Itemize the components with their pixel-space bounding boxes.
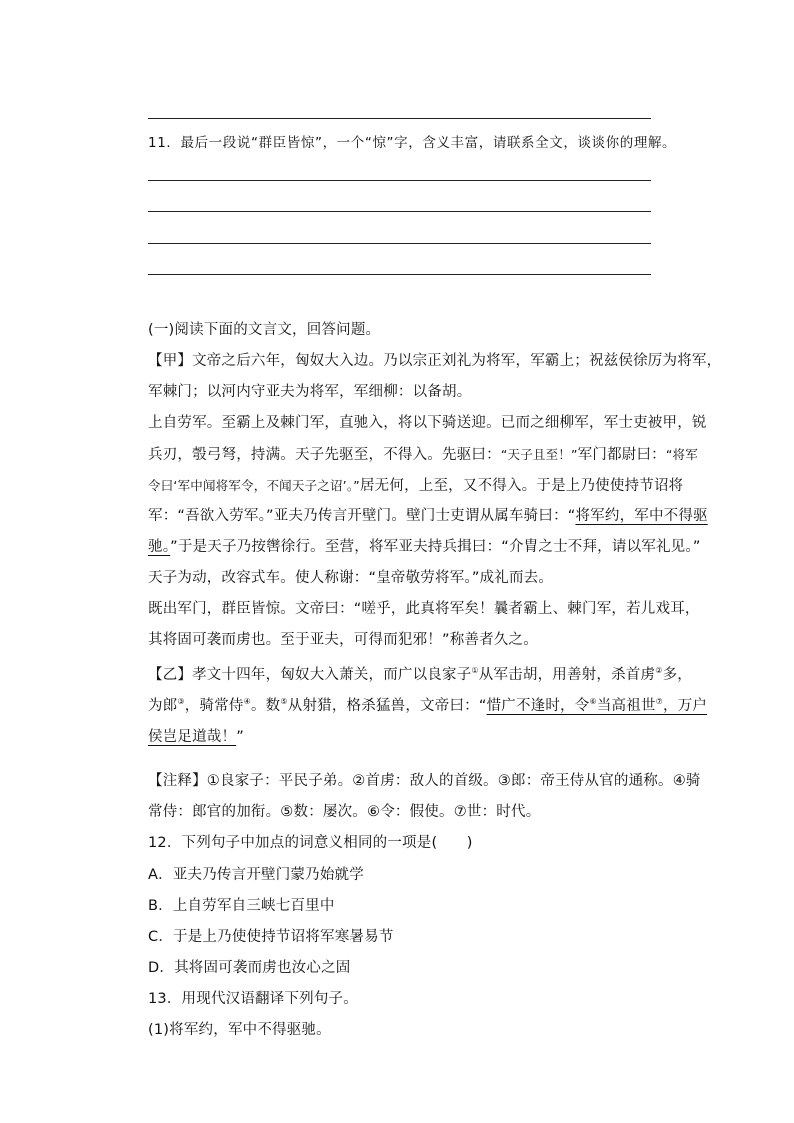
underlined-sentence: 侯岂足道哉！ [148, 729, 237, 745]
text: 惜广不逢时，令 [486, 698, 590, 714]
question-13-item-1: (1)将军约，军中不得驱驰。 [148, 1022, 331, 1038]
passage-yi-line [148, 660, 692, 691]
passage-jia-line: 其将固可袭而虏也。至于亚夫，可得而犯邪！”称善者久之。 [148, 632, 538, 648]
question-11: 11．最后一段说“群臣皆惊”，一个“惊”字，含义丰富，请联系全文，谈谈你的理解。 [148, 135, 677, 151]
text: “将军 [665, 447, 698, 462]
text: 。数 [250, 698, 281, 714]
annotation-line: 常侍：郎官的加衔。⑤数：屡次。⑥令：假使。⑦世：时代。 [148, 804, 541, 820]
passage-jia-line [148, 532, 701, 563]
passage-jia-line: 上自劳军。至霸上及棘门军，直驰入，将以下骑送迎。已而之细柳军，军士吏被甲，锐 [148, 415, 707, 431]
answer-line [148, 274, 651, 275]
text: 居无何，上至，又不得入。于是上乃使使持节诏将 [359, 478, 684, 494]
passage-jia-line: 天子为动，改容式车。使人称谢：“皇帝敬劳将军。”成礼而去。 [148, 570, 554, 586]
footnote-marker: ② [655, 666, 663, 675]
question-12-option-c: C．于是上乃使使持节诏将军寒暑易节 [148, 929, 394, 945]
answer-line [148, 180, 651, 181]
passage-yi-line [148, 691, 708, 722]
answer-line [148, 118, 651, 119]
footnote-marker: ③ [177, 697, 185, 706]
text: 为郎 [148, 698, 178, 714]
text: ，万户 [663, 698, 708, 714]
passage-jia-line [148, 501, 708, 532]
text: 兵刃，彀弓弩，持满。天子先驱至，不得入。先驱曰： [148, 447, 501, 463]
annotation-line: 【注释】①良家子：平民子弟。②首虏：敌人的首级。③郎：帝王侍从官的通称。④骑 [148, 773, 701, 789]
passage-jia-line [148, 470, 684, 502]
passage-jia-line: 既出军门，群臣皆惊。文帝曰：“嗟乎，此真将军矣！曩者霸上、棘门军，若儿戏耳， [148, 601, 700, 617]
text: 军门都尉曰： [577, 447, 666, 463]
text: 【乙】孝文十四年，匈奴大入萧关，而广以良家子 [148, 667, 472, 683]
question-12-option-b: B．上自劳军自三峡七百里中 [148, 898, 335, 914]
text: 从射猎，格杀猛兽，文帝曰：“ [287, 698, 487, 714]
passage-jia-line: 军棘门；以河内守亚夫为将军，军细柳：以备胡。 [148, 384, 472, 400]
passage-jia-line: 【甲】文帝之后六年，匈奴大入边。乃以宗正刘礼为将军，军霸上；祝兹侯徐厉为将军， [148, 353, 722, 369]
question-12-option-a: A．亚夫乃传言开壁门蒙乃始就学 [148, 867, 364, 883]
answer-line [148, 243, 651, 244]
text: ”于是天子乃按辔徐行。至营，将军亚夫持兵揖曰：“介胄之士不拜，请以军礼见。” [170, 539, 701, 555]
passage-yi-line [148, 722, 663, 753]
text: ，骑常侍 [184, 698, 244, 714]
text: 军：“吾欲入劳军。”亚夫乃传言开壁门。壁门士吏谓从属车骑曰：“ [148, 508, 576, 524]
footnote-marker: ⑦ [655, 697, 664, 706]
footnote-marker: ① [471, 666, 479, 675]
question-13-stem: 13．用现代汉语翻译下列句子。 [148, 991, 358, 1007]
question-12-option-d: D．其将固可袭而虏也汝心之固 [148, 960, 351, 976]
question-12-stem: 12．下列句子中加点的词意义相同的一项是( ) [148, 835, 473, 851]
section-intro: (一)阅读下面的文言文，回答问题。 [148, 322, 381, 338]
text: “天子且至！” [500, 447, 578, 462]
text: ” [236, 729, 244, 745]
answer-line [148, 211, 651, 212]
passage-jia-line [148, 439, 698, 471]
footnote-marker: ⑥ [589, 697, 597, 706]
footnote-marker: ④ [243, 697, 251, 706]
footnote-marker: ⑤ [280, 697, 288, 706]
text: 从军击胡，用善射，杀首虏 [478, 667, 656, 683]
underlined-sentence [487, 698, 708, 714]
underlined-sentence: 驰。 [148, 539, 171, 555]
text: 当高祖世 [596, 698, 656, 714]
text: 多， [662, 667, 692, 683]
underlined-sentence: 将军约，军中不得驱 [575, 508, 708, 524]
text: 令曰‘军中闻将军令，不闻天子之诏’。” [148, 478, 360, 493]
